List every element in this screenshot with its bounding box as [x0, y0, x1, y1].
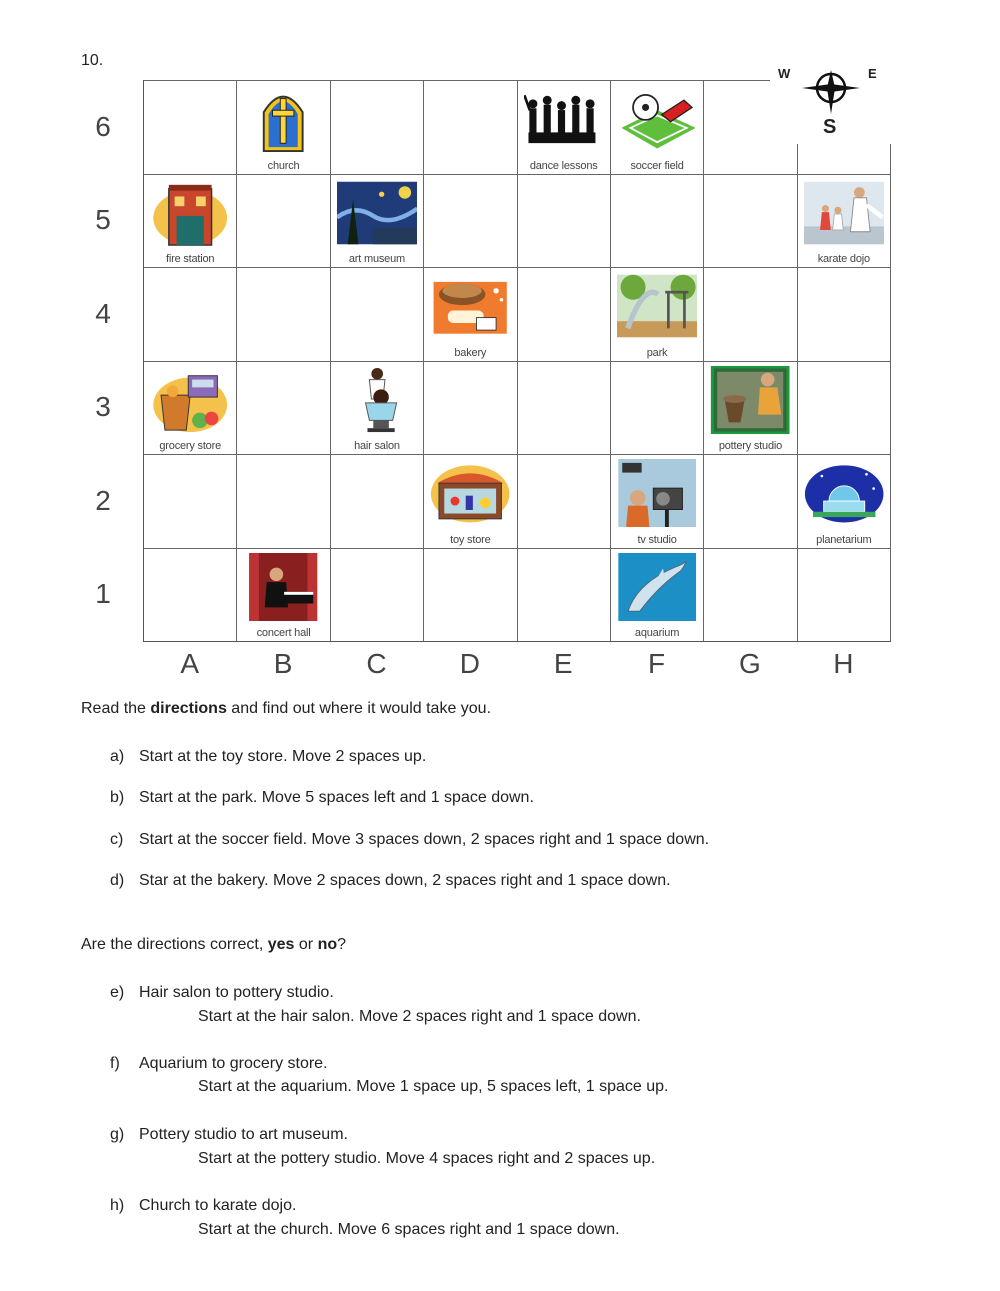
compass-west: W — [778, 66, 791, 81]
pottery-studio-label: pottery studio — [718, 440, 783, 452]
park-label: park — [646, 346, 668, 359]
planetarium-icon — [804, 459, 884, 527]
cell-d6 — [424, 80, 517, 174]
cell-e5 — [518, 174, 611, 268]
dolphin-icon — [617, 553, 697, 621]
soccer-field-label: soccer field — [630, 159, 684, 172]
cell-e2 — [518, 454, 611, 548]
question-f: f) Aquarium to grocery store. — [110, 1055, 328, 1072]
question-g: g) Pottery studio to art museum. — [110, 1126, 348, 1143]
dance-lessons-label: dance lessons — [529, 159, 598, 172]
concert-hall-label: concert hall — [256, 627, 311, 639]
compass-south: S — [823, 116, 837, 138]
column-label: C — [366, 648, 387, 679]
cell-c3 — [331, 361, 424, 455]
cell-b6 — [237, 80, 330, 174]
cell-c6 — [331, 80, 424, 174]
cell-a1 — [144, 548, 237, 642]
question-g-directions: Start at the pottery studio. Move 4 spaces right and 2 spaces up. — [198, 1150, 656, 1167]
compass-rose-icon — [798, 70, 864, 120]
concert-hall-icon — [243, 553, 323, 621]
cell-b1 — [237, 548, 330, 642]
cell-g1 — [704, 548, 797, 642]
question-number: 10. — [81, 52, 104, 69]
tv-studio-icon — [617, 459, 697, 527]
cell-c4 — [331, 267, 424, 361]
cell-e1 — [518, 548, 611, 642]
cell-e3 — [518, 361, 611, 455]
hair-salon-icon — [337, 366, 417, 434]
karate-dojo-icon — [804, 179, 884, 247]
section1-intro: Read the directions and find out where it would take you. — [81, 700, 492, 717]
grocery-store-label: grocery store — [159, 440, 221, 452]
cell-h4 — [798, 267, 891, 361]
dancers-icon — [524, 85, 604, 153]
cell-h5 — [798, 174, 891, 268]
question-f-directions: Start at the aquarium. Move 1 space up, 5 spaces left, 1 space up. — [198, 1078, 669, 1095]
cell-a4 — [144, 267, 237, 361]
row-label: 5 — [95, 204, 111, 236]
cell-a5 — [144, 174, 237, 268]
column-labels — [143, 648, 890, 680]
bakery-icon — [430, 272, 510, 340]
question-h: h) Church to karate dojo. — [110, 1197, 297, 1214]
cell-b5 — [237, 174, 330, 268]
park-icon — [617, 272, 697, 340]
cell-b4 — [237, 267, 330, 361]
cell-a2 — [144, 454, 237, 548]
question-e: e) Hair salon to pottery studio. — [110, 984, 334, 1001]
column-label: H — [833, 648, 854, 679]
toy-store-label: toy store — [450, 533, 491, 546]
cell-g5 — [704, 174, 797, 268]
question-h-directions: Start at the church. Move 6 spaces right and 1 space down. — [198, 1221, 620, 1238]
cell-b2 — [237, 454, 330, 548]
pottery-studio-icon — [710, 366, 790, 434]
row-label: 1 — [95, 578, 111, 610]
cell-d1 — [424, 548, 517, 642]
planetarium-label: planetarium — [816, 533, 872, 546]
cell-h3 — [798, 361, 891, 455]
cell-g4 — [704, 267, 797, 361]
aquarium-label: aquarium — [634, 627, 680, 639]
column-label: D — [459, 648, 480, 679]
question-a: a) Start at the toy store. Move 2 spaces up. — [110, 748, 427, 765]
column-label: G — [739, 648, 761, 679]
fire-station-label: fire station — [166, 253, 215, 265]
cell-g2 — [704, 454, 797, 548]
cell-a3 — [144, 361, 237, 455]
karate-dojo-label: karate dojo — [817, 253, 870, 265]
grocery-store-icon — [150, 366, 230, 434]
cell-d4 — [424, 267, 517, 361]
cell-f5 — [611, 174, 704, 268]
row-label: 3 — [95, 391, 111, 423]
question-e-directions: Start at the hair salon. Move 2 spaces right and 1 space down. — [198, 1008, 641, 1025]
cell-c2 — [331, 454, 424, 548]
question-c: c) Start at the soccer field. Move 3 spaces down, 2 spaces right and 1 space down. — [110, 831, 710, 848]
row-label: 4 — [95, 297, 111, 329]
question-b: b) Start at the park. Move 5 spaces left and 1 space down. — [110, 789, 534, 806]
toy-store-icon — [430, 459, 510, 527]
map-grid — [143, 80, 891, 642]
cell-d3 — [424, 361, 517, 455]
cell-a6 — [144, 80, 237, 174]
row-labels — [88, 80, 118, 641]
row-label: 6 — [95, 110, 111, 142]
column-label: A — [180, 648, 200, 679]
art-museum-label: art museum — [348, 253, 405, 265]
church-label: church — [267, 159, 300, 172]
cell-d2 — [424, 454, 517, 548]
cell-h1 — [798, 548, 891, 642]
column-label: B — [273, 648, 293, 679]
row-label: 2 — [95, 484, 111, 516]
compass — [770, 60, 892, 144]
section2-intro: Are the directions correct, yes or no? — [81, 936, 347, 953]
cell-f3 — [611, 361, 704, 455]
soccer-field-icon — [617, 85, 697, 153]
cell-h2 — [798, 454, 891, 548]
cell-f4 — [611, 267, 704, 361]
cell-g3 — [704, 361, 797, 455]
bakery-label: bakery — [454, 346, 487, 359]
cell-f6 — [611, 80, 704, 174]
cell-b3 — [237, 361, 330, 455]
cell-e6 — [518, 80, 611, 174]
compass-east: E — [868, 66, 877, 81]
cell-d5 — [424, 174, 517, 268]
column-label: F — [648, 648, 666, 679]
tv-studio-label: tv studio — [637, 533, 677, 546]
cell-c5 — [331, 174, 424, 268]
hair-salon-label: hair salon — [354, 440, 400, 452]
cell-e4 — [518, 267, 611, 361]
church-icon — [243, 85, 323, 153]
cell-f1 — [611, 548, 704, 642]
art-museum-icon — [337, 179, 417, 247]
column-label: E — [553, 648, 573, 679]
question-d: d) Star at the bakery. Move 2 spaces down, 2 spaces right and 1 space down. — [110, 872, 671, 889]
fire-station-icon — [150, 179, 230, 247]
cell-f2 — [611, 454, 704, 548]
cell-c1 — [331, 548, 424, 642]
